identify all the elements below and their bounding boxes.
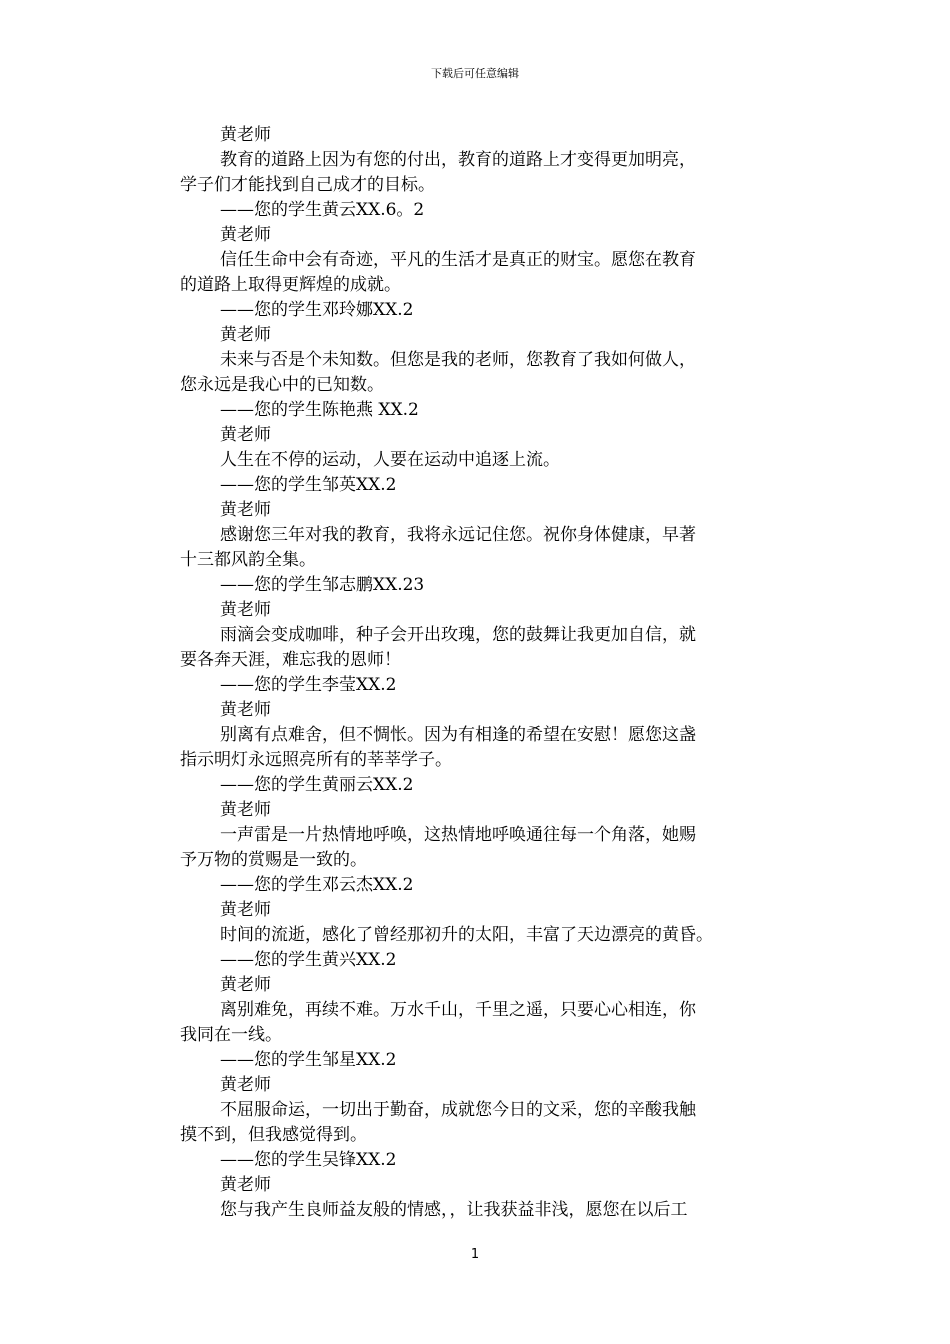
page-header: 下载后可任意编辑 [431, 67, 519, 80]
text-line: 黄老师 [220, 500, 271, 520]
text-line: ——您的学生邓玲娜XX.2 [220, 300, 414, 320]
text-line: 摸不到，但我感觉得到。 [180, 1125, 367, 1145]
text-line: 学子们才能找到自己成才的目标。 [180, 175, 435, 195]
text-line: ——您的学生陈艳燕 XX.2 [220, 400, 419, 420]
text-line: 时间的流逝，感化了曾经那初升的太阳，丰富了天边漂亮的黄昏。 [220, 925, 713, 945]
text-line: 黄老师 [220, 975, 271, 995]
text-line: 别离有点难舍，但不惆怅。因为有相逢的希望在安慰！愿您这盏 [220, 725, 696, 745]
text-line: 您与我产生良师益友般的情感，，让我获益非浅，愿您在以后工 [220, 1200, 688, 1220]
text-line: 黄老师 [220, 600, 271, 620]
text-line: 指示明灯永远照亮所有的莘莘学子。 [180, 750, 452, 770]
text-line: 黄老师 [220, 900, 271, 920]
text-line: ——您的学生黄兴XX.2 [220, 950, 397, 970]
text-line: ——您的学生邓云杰XX.2 [220, 875, 414, 895]
text-line: ——您的学生邹志鹏XX.23 [220, 575, 425, 595]
text-line: 予万物的赏赐是一致的。 [180, 850, 367, 870]
text-line: 黄老师 [220, 1175, 271, 1195]
text-line: ——您的学生吴锋XX.2 [220, 1150, 397, 1170]
text-line: 信任生命中会有奇迹，平凡的生活才是真正的财宝。愿您在教育 [220, 250, 696, 270]
text-line: 教育的道路上因为有您的付出，教育的道路上才变得更加明亮， [220, 150, 696, 170]
text-line: 要各奔天涯，难忘我的恩师！ [180, 650, 401, 670]
document-body [180, 123, 760, 1223]
text-line: 离别难免，再续不难。万水千山，千里之遥，只要心心相连，你 [220, 1000, 696, 1020]
text-line: 的道路上取得更辉煌的成就。 [180, 275, 401, 295]
text-line: 我同在一线。 [180, 1025, 282, 1045]
text-line: 雨滴会变成咖啡，种子会开出玫瑰，您的鼓舞让我更加自信，就 [220, 625, 696, 645]
text-line: ——您的学生黄丽云XX.2 [220, 775, 414, 795]
text-line: 黄老师 [220, 1075, 271, 1095]
text-line: ——您的学生邹星XX.2 [220, 1050, 397, 1070]
text-line: ——您的学生李莹XX.2 [220, 675, 397, 695]
text-line: 黄老师 [220, 225, 271, 245]
text-line: 十三都风韵全集。 [180, 550, 316, 570]
text-line: 黄老师 [220, 325, 271, 345]
page-number: 1 [470, 1247, 480, 1262]
text-line: ——您的学生黄云XX.6。2 [220, 200, 425, 220]
text-line: 黄老师 [220, 125, 271, 145]
text-line: 人生在不停的运动，人要在运动中追逐上流。 [220, 450, 560, 470]
text-line: 感谢您三年对我的教育，我将永远记住您。祝你身体健康，早著 [220, 525, 696, 545]
text-line: 一声雷是一片热情地呼唤，这热情地呼唤通往每一个角落，她赐 [220, 825, 696, 845]
text-line: 不屈服命运，一切出于勤奋，成就您今日的文采，您的辛酸我触 [220, 1100, 696, 1120]
text-line: 您永远是我心中的已知数。 [180, 375, 384, 395]
text-line: ——您的学生邹英XX.2 [220, 475, 397, 495]
text-line: 未来与否是个未知数。但您是我的老师，您教育了我如何做人， [220, 350, 696, 370]
text-line: 黄老师 [220, 800, 271, 820]
text-line: 黄老师 [220, 425, 271, 445]
text-line: 黄老师 [220, 700, 271, 720]
